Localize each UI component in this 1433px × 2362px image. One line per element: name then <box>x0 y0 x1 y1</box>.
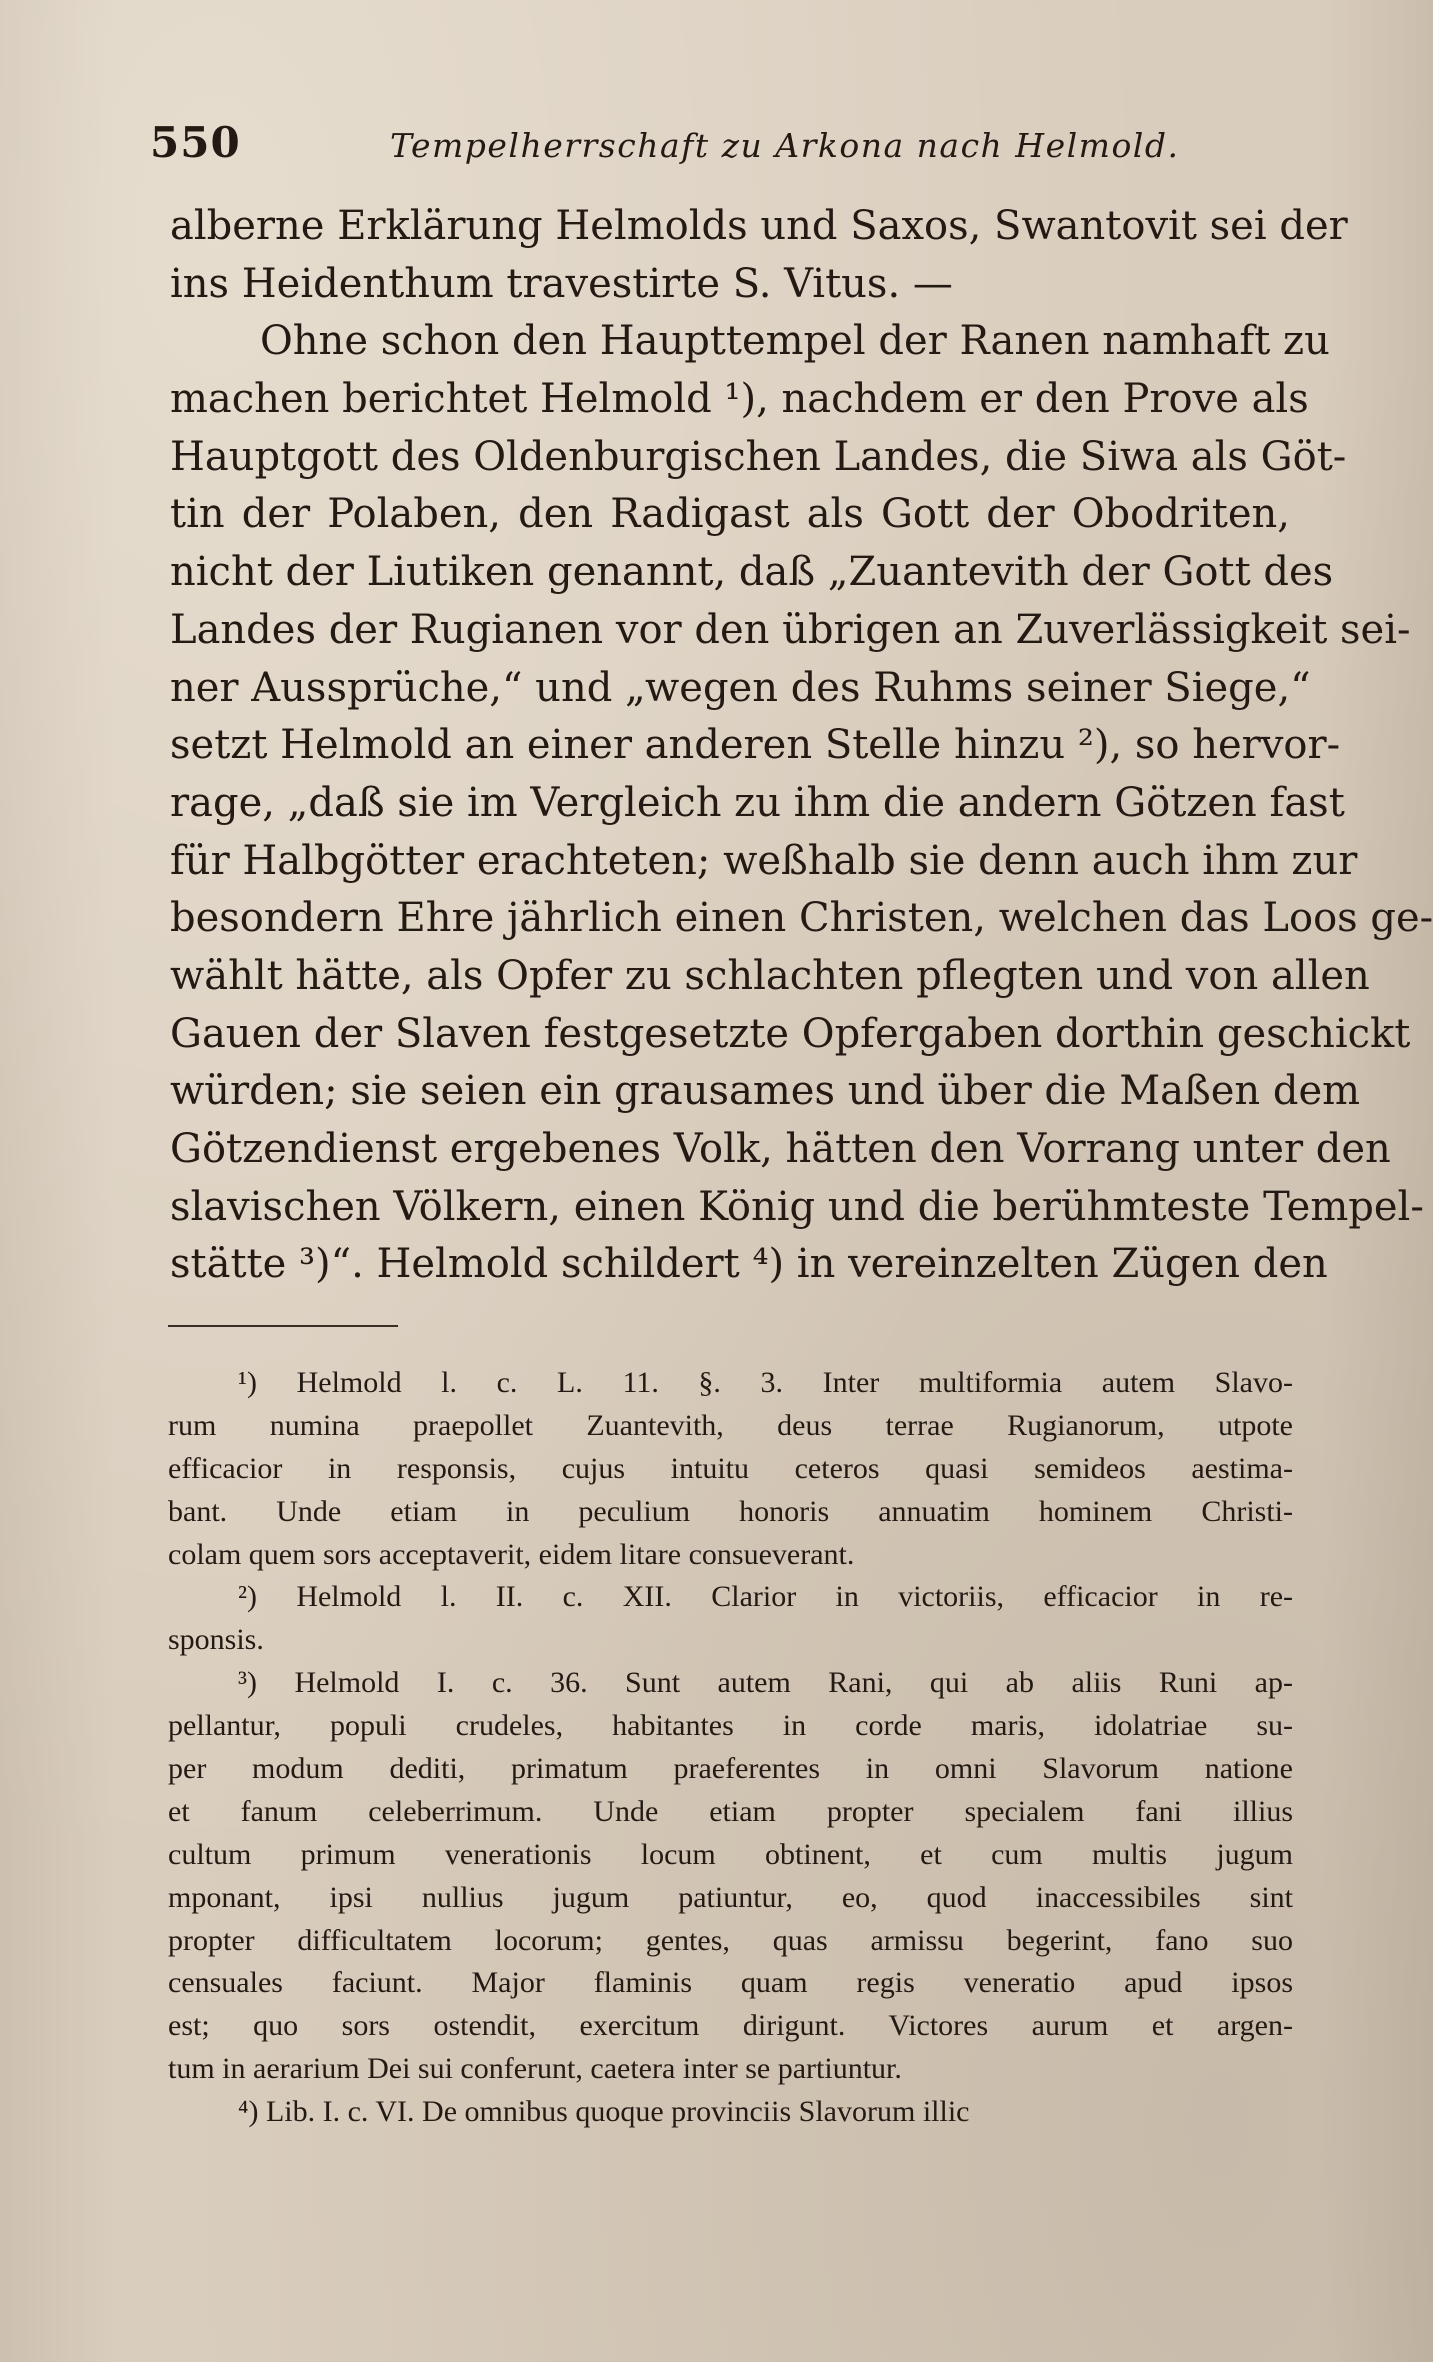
footnote-line: colam quem sors acceptaverit, eidem litare consueverant. <box>168 1537 855 1571</box>
body-line: Gauen der Slaven festgesetzte Opfergaben dorthin geschickt <box>170 1010 1411 1057</box>
body-line: Hauptgott des Oldenburgischen Landes, die Siwa als Göt- <box>170 433 1347 480</box>
footnote-line: ²) Helmold l. II. c. XII. Clarior in victoriis, efficacior in re- <box>238 1580 1293 1614</box>
body-line: würden; sie seien ein grausames und über die Maßen dem <box>170 1068 1361 1115</box>
footnote-line: efficacior in responsis, cujus intuitu ceteros quasi semideos aestima- <box>168 1451 1293 1485</box>
body-line: nicht der Liutiken genannt, daß „Zuantevith der Gott des <box>170 549 1334 596</box>
footnote-line: sponsis. <box>168 1623 264 1657</box>
footnote-line: ¹) Helmold l. c. L. 11. §. 3. Inter multiformia autem Slavo- <box>238 1366 1293 1399</box>
body-line: machen berichtet Helmold ¹), nachdem er den Prove als <box>170 376 1309 423</box>
body-line: ner Aussprüche,“ und „wegen des Ruhms seiner Siege,“ <box>170 664 1311 711</box>
body-line: ins Heidenthum travestirte S. Vitus. — <box>170 260 953 307</box>
footnote-line: ³) Helmold I. c. 36. Sunt autem Rani, qui ab aliis Runi ap- <box>238 1666 1293 1700</box>
footnote-line: ⁴) Lib. I. c. VI. De omnibus quoque provinciis Slavorum illic <box>238 2095 970 2129</box>
footnote-line: propter difficultatem locorum; gentes, quas armissu begerint, fano suo <box>168 1923 1293 1957</box>
body-line: slavischen Völkern, einen König und die berühmteste Tempel- <box>170 1183 1424 1230</box>
page-header <box>150 118 1290 178</box>
footnote-line: pellantur, populi crudeles, habitantes in corde maris, idolatriae su- <box>168 1709 1293 1743</box>
body-line: tin der Polaben, den Radigast als Gott der Obodriten, <box>170 491 1290 538</box>
footnotes <box>168 1362 1293 2134</box>
footnote-line: et fanum celeberrimum. Unde etiam propter specialem fani illius <box>168 1794 1293 1828</box>
page-number: 550 <box>150 118 241 167</box>
footnote-3 <box>168 1662 1293 2091</box>
footnote-line: rum numina praepollet Zuantevith, deus terrae Rugianorum, utpote <box>168 1408 1293 1442</box>
body-line: alberne Erklärung Helmolds und Saxos, Swantovit sei der <box>170 203 1348 249</box>
footnote-1 <box>168 1362 1293 1576</box>
body-line: stätte ³)“. Helmold schildert ⁴) in vereinzelten Zügen den <box>170 1241 1328 1288</box>
body-line: setzt Helmold an einer anderen Stelle hinzu ²), so hervor- <box>170 722 1341 769</box>
body-line: wählt hätte, als Opfer zu schlachten pflegten und von allen <box>170 952 1370 999</box>
footnote-2 <box>168 1576 1293 1662</box>
footnote-line: mponant, ipsi nullius jugum patiuntur, eo, quod inaccessibiles sint <box>168 1880 1293 1914</box>
body-line: Götzendienst ergebenes Volk, hätten den Vorrang unter den <box>170 1126 1391 1172</box>
footnote-4 <box>168 2091 1293 2134</box>
footnote-separator <box>168 1325 398 1327</box>
footnote-line: cultum primum venerationis locum obtinent, et cum multis jugum <box>168 1837 1293 1871</box>
footnote-line: censuales faciunt. Major flaminis quam regis veneratio apud ipsos <box>168 1966 1293 2000</box>
body-line: besondern Ehre jährlich einen Christen, welchen das Loos ge- <box>170 895 1433 942</box>
footnote-line: per modum dediti, primatum praeferentes in omni Slavorum natione <box>168 1752 1293 1786</box>
running-title: Tempelherrschaft zu Arkona nach Helmold. <box>390 126 1180 165</box>
main-text <box>170 198 1433 1294</box>
body-line: rage, „daß sie im Vergleich zu ihm die andern Götzen fast <box>170 779 1345 826</box>
footnote-line: tum in aerarium Dei sui conferunt, caetera inter se partiuntur. <box>168 2052 902 2086</box>
footnote-line: bant. Unde etiam in peculium honoris annuatim hominem Christi- <box>168 1494 1293 1528</box>
footnote-line: est; quo sors ostendit, exercitum dirigunt. Victores aurum et argen- <box>168 2009 1293 2043</box>
body-line: Landes der Rugianen vor den übrigen an Zuverlässigkeit sei- <box>170 606 1411 653</box>
body-line: Ohne schon den Haupttempel der Ranen namhaft zu <box>260 318 1330 365</box>
body-line: für Halbgötter erachteten; weßhalb sie denn auch ihm zur <box>170 837 1358 884</box>
